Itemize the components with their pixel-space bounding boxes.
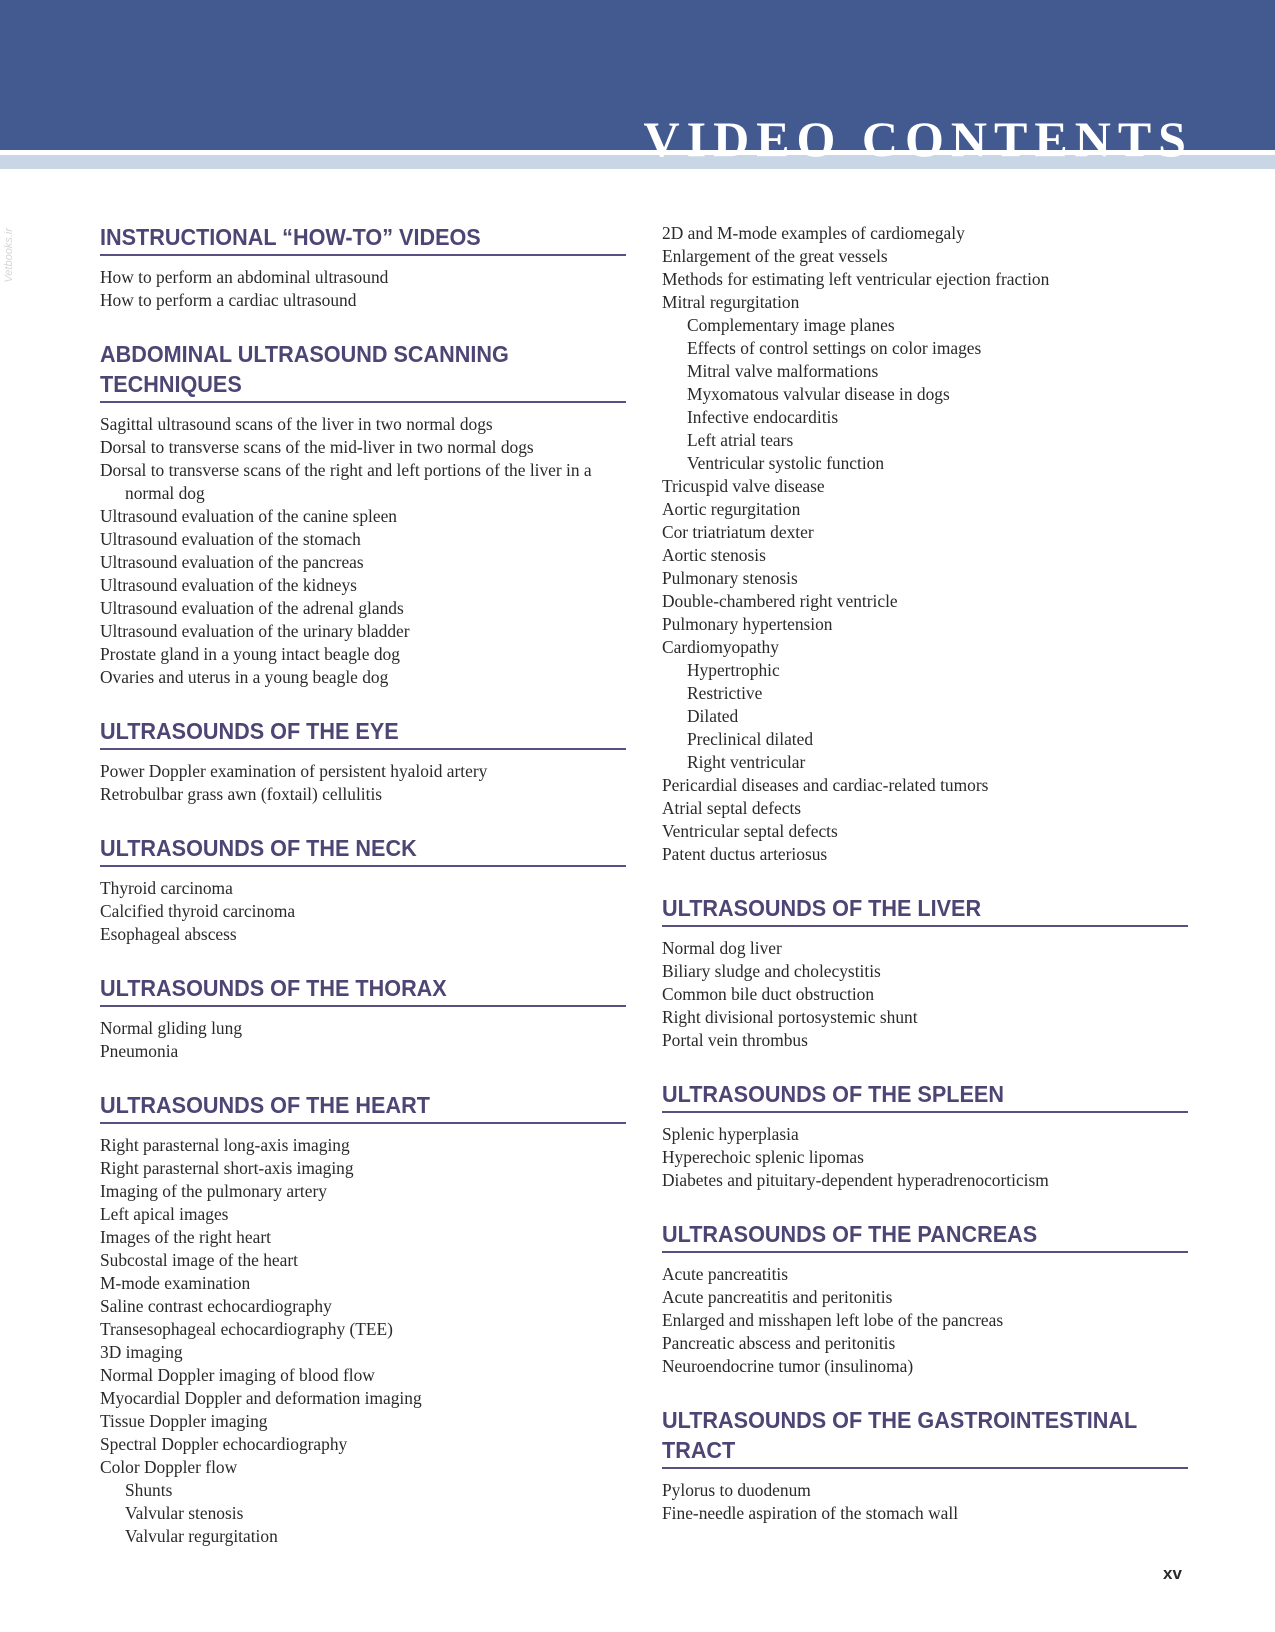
video-item: Ultrasound evaluation of the adrenal glands bbox=[100, 598, 404, 618]
video-item: Aortic regurgitation bbox=[662, 499, 801, 519]
section-heading: ULTRASOUNDS OF THE THORAX bbox=[100, 975, 447, 1001]
video-item: Right divisional portosystemic shunt bbox=[662, 1007, 918, 1027]
section-rule bbox=[100, 865, 626, 867]
video-subitem: Effects of control settings on color images bbox=[687, 338, 982, 358]
video-item: Color Doppler flow bbox=[100, 1457, 238, 1477]
video-item: Power Doppler examination of persistent hyaloid artery bbox=[100, 761, 488, 781]
video-subitem: Preclinical dilated bbox=[687, 729, 814, 749]
video-item: Ovaries and uterus in a young beagle dog bbox=[100, 667, 389, 687]
video-subitem: Valvular stenosis bbox=[125, 1503, 244, 1523]
video-item: Imaging of the pulmonary artery bbox=[100, 1181, 327, 1201]
video-item: Atrial septal defects bbox=[662, 798, 802, 818]
right-column bbox=[662, 222, 1188, 1525]
section-rule bbox=[100, 254, 626, 256]
video-subitem: Hypertrophic bbox=[687, 660, 780, 680]
video-item: Acute pancreatitis and peritonitis bbox=[662, 1287, 893, 1307]
video-item: Pylorus to duodenum bbox=[662, 1480, 811, 1500]
video-list bbox=[100, 877, 626, 946]
video-list bbox=[662, 1479, 1188, 1525]
section-rule bbox=[100, 401, 626, 403]
video-item: Normal dog liver bbox=[662, 938, 782, 958]
video-item: Prostate gland in a young intact beagle dog bbox=[100, 644, 400, 664]
video-item: How to perform a cardiac ultrasound bbox=[100, 290, 357, 310]
page-title: VIDEO CONTENTS bbox=[643, 110, 1193, 167]
video-list bbox=[662, 1263, 1188, 1378]
section-rule bbox=[100, 1122, 626, 1124]
video-item: Cor triatriatum dexter bbox=[662, 522, 814, 542]
video-subitem: Dilated bbox=[687, 706, 739, 726]
video-item: Mitral regurgitation bbox=[662, 292, 800, 312]
video-item: Right parasternal short-axis imaging bbox=[100, 1158, 354, 1178]
page-number: xv bbox=[1163, 1564, 1182, 1583]
left-column bbox=[100, 222, 626, 1548]
video-item: Left apical images bbox=[100, 1204, 229, 1224]
video-list bbox=[662, 937, 1188, 1052]
video-item: Subcostal image of the heart bbox=[100, 1250, 298, 1270]
video-list bbox=[100, 413, 626, 689]
video-list bbox=[662, 222, 1188, 866]
section-heading: ULTRASOUNDS OF THE SPLEEN bbox=[662, 1081, 1004, 1107]
video-item: Ultrasound evaluation of the stomach bbox=[100, 529, 361, 549]
video-subitem: Myxomatous valvular disease in dogs bbox=[687, 384, 950, 404]
video-item: Hyperechoic splenic lipomas bbox=[662, 1147, 864, 1167]
contents-section bbox=[662, 1079, 1188, 1192]
video-item: Thyroid carcinoma bbox=[100, 878, 233, 898]
video-item: 2D and M-mode examples of cardiomegaly bbox=[662, 223, 965, 243]
video-item: Dorsal to transverse scans of the mid-liver in two normal dogs bbox=[100, 437, 534, 457]
video-item: Diabetes and pituitary-dependent hyperadrenocorticism bbox=[662, 1170, 1049, 1190]
video-item: Splenic hyperplasia bbox=[662, 1124, 799, 1144]
video-item: Pancreatic abscess and peritonitis bbox=[662, 1333, 896, 1353]
contents-section bbox=[100, 716, 626, 806]
video-item: Transesophageal echocardiography (TEE) bbox=[100, 1319, 393, 1339]
video-item: Calcified thyroid carcinoma bbox=[100, 901, 296, 921]
contents-section bbox=[100, 833, 626, 946]
contents-section bbox=[662, 1405, 1188, 1525]
section-heading: ULTRASOUNDS OF THE LIVER bbox=[662, 895, 982, 921]
section-heading: ABDOMINAL ULTRASOUND SCANNING TECHNIQUES bbox=[100, 341, 509, 397]
section-heading: ULTRASOUNDS OF THE PANCREAS bbox=[662, 1221, 1038, 1247]
video-item: Pneumonia bbox=[100, 1041, 179, 1061]
video-item: Saline contrast echocardiography bbox=[100, 1296, 332, 1316]
video-item: Tissue Doppler imaging bbox=[100, 1411, 268, 1431]
video-item: Normal Doppler imaging of blood flow bbox=[100, 1365, 375, 1385]
video-item: Enlarged and misshapen left lobe of the pancreas bbox=[662, 1310, 1004, 1330]
video-subitem: Complementary image planes bbox=[687, 315, 895, 335]
contents-section bbox=[662, 222, 1188, 866]
video-list bbox=[100, 1134, 626, 1548]
video-item: Common bile duct obstruction bbox=[662, 984, 875, 1004]
video-item: Right parasternal long-axis imaging bbox=[100, 1135, 350, 1155]
video-item: Methods for estimating left ventricular ejection fraction bbox=[662, 269, 1050, 289]
video-item: Pericardial diseases and cardiac-related tumors bbox=[662, 775, 989, 795]
video-item: How to perform an abdominal ultrasound bbox=[100, 267, 389, 287]
video-item: Ventricular septal defects bbox=[662, 821, 838, 841]
video-item: Patent ductus arteriosus bbox=[662, 844, 828, 864]
section-heading: ULTRASOUNDS OF THE HEART bbox=[100, 1092, 430, 1118]
video-list bbox=[100, 1017, 626, 1063]
section-rule bbox=[662, 925, 1188, 927]
contents-section bbox=[100, 222, 626, 312]
video-item: Acute pancreatitis bbox=[662, 1264, 789, 1284]
video-item: Aortic stenosis bbox=[662, 545, 766, 565]
watermark: Vetbooks.ir bbox=[3, 228, 15, 283]
video-item: Ultrasound evaluation of the canine spleen bbox=[100, 506, 397, 526]
section-rule bbox=[662, 1467, 1188, 1469]
contents-section bbox=[100, 339, 626, 689]
section-heading: INSTRUCTIONAL “HOW-TO” VIDEOS bbox=[100, 224, 481, 250]
video-item: Tricuspid valve disease bbox=[662, 476, 825, 496]
video-item: Pulmonary hypertension bbox=[662, 614, 833, 634]
video-item: 3D imaging bbox=[100, 1342, 183, 1362]
contents-section bbox=[100, 973, 626, 1063]
section-rule bbox=[662, 1111, 1188, 1113]
section-heading: ULTRASOUNDS OF THE EYE bbox=[100, 718, 399, 744]
video-subitem: Right ventricular bbox=[687, 752, 806, 772]
video-subitem: Left atrial tears bbox=[687, 430, 794, 450]
video-item: Sagittal ultrasound scans of the liver in two normal dogs bbox=[100, 414, 493, 434]
video-item: Retrobulbar grass awn (foxtail) cellulitis bbox=[100, 784, 383, 804]
video-subitem: Ventricular systolic function bbox=[687, 453, 885, 473]
video-item: Neuroendocrine tumor (insulinoma) bbox=[662, 1356, 914, 1376]
video-item: Spectral Doppler echocardiography bbox=[100, 1434, 348, 1454]
contents-section bbox=[662, 893, 1188, 1052]
video-list bbox=[100, 266, 626, 312]
video-item: Esophageal abscess bbox=[100, 924, 237, 944]
video-item: Cardiomyopathy bbox=[662, 637, 779, 657]
video-item: Ultrasound evaluation of the pancreas bbox=[100, 552, 364, 572]
video-subitem: Shunts bbox=[125, 1480, 173, 1500]
video-item: Myocardial Doppler and deformation imaging bbox=[100, 1388, 422, 1408]
video-item: Fine-needle aspiration of the stomach wall bbox=[662, 1503, 959, 1523]
video-subitem: Valvular regurgitation bbox=[125, 1526, 278, 1546]
section-rule bbox=[100, 748, 626, 750]
section-heading: ULTRASOUNDS OF THE GASTROINTESTINAL TRACT bbox=[662, 1407, 1137, 1463]
video-item: Enlargement of the great vessels bbox=[662, 246, 888, 266]
contents-section bbox=[662, 1219, 1188, 1378]
video-item: Images of the right heart bbox=[100, 1227, 271, 1247]
video-item: M-mode examination bbox=[100, 1273, 251, 1293]
video-subitem: Mitral valve malformations bbox=[687, 361, 879, 381]
video-item: Normal gliding lung bbox=[100, 1018, 243, 1038]
video-list bbox=[100, 760, 626, 806]
video-item: Ultrasound evaluation of the kidneys bbox=[100, 575, 357, 595]
video-subitem: Restrictive bbox=[687, 683, 763, 703]
section-heading: ULTRASOUNDS OF THE NECK bbox=[100, 835, 417, 861]
video-item: Portal vein thrombus bbox=[662, 1030, 808, 1050]
video-item: Dorsal to transverse scans of the right and left portions of the liver in a normal dog bbox=[100, 460, 592, 503]
section-rule bbox=[100, 1005, 626, 1007]
section-rule bbox=[662, 1251, 1188, 1253]
video-item: Biliary sludge and cholecystitis bbox=[662, 961, 881, 981]
video-item: Double-chambered right ventricle bbox=[662, 591, 898, 611]
contents-section bbox=[100, 1090, 626, 1548]
video-item: Ultrasound evaluation of the urinary bladder bbox=[100, 621, 410, 641]
video-list bbox=[662, 1123, 1188, 1192]
video-item: Pulmonary stenosis bbox=[662, 568, 798, 588]
video-subitem: Infective endocarditis bbox=[687, 407, 839, 427]
